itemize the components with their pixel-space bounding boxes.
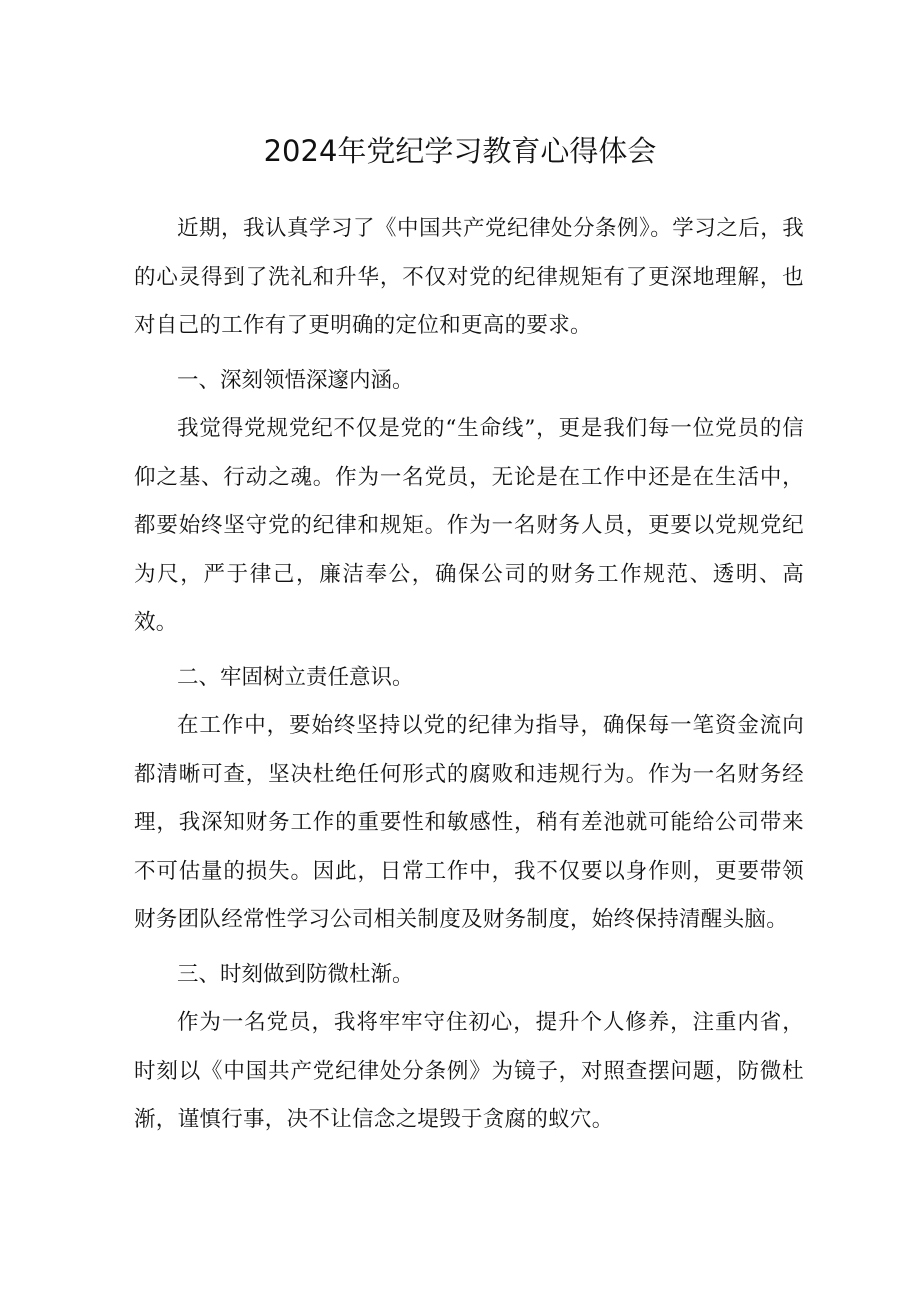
section-1-body: 我觉得党规党纪不仅是党的“生命线”，更是我们每一位党员的信仰之基、行动之魂。作为一名党员，无论是在工作中还是在生活中，都要始终坚守党的纪律和规矩。作为一名财务人员，更要以党规党纪为尺，严于律己，廉洁奉公，确保公司的财务工作规范、透明、高效。	[134, 416, 804, 635]
section-2-heading: 二、牢固树立责任意识。	[177, 664, 414, 690]
document-title: 2024年党纪学习教育心得体会	[263, 134, 657, 169]
section-3-heading: 三、时刻做到防微杜渐。	[177, 961, 414, 987]
section-2-body: 在工作中，要始终坚持以党的纪律为指导，确保每一笔资金流向都清晰可查，坚决杜绝任何形式的腐败和违规行为。作为一名财务经理，我深知财务工作的重要性和敏感性，稍有差池就可能给公司带来不可估量的损失。因此，日常工作中，我不仅要以身作则，更要带领财务团队经常性学习公司相关制度及财务制度，始终保持清醒头脑。	[134, 713, 804, 932]
intro-paragraph: 近期，我认真学习了《中国共产党纪律处分条例》。学习之后，我的心灵得到了洗礼和升华，不仅对党的纪律规矩有了更深地理解，也对自己的工作有了更明确的定位和更高的要求。	[134, 216, 804, 338]
section-3-body: 作为一名党员，我将牢牢守住初心，提升个人修养，注重内省，时刻以《中国共产党纪律处分条例》为镜子，对照查摆问题，防微杜渐，谨慎行事，决不让信念之堤毁于贪腐的蚁穴。	[134, 1010, 804, 1132]
section-1-heading: 一、深刻领悟深邃内涵。	[177, 367, 414, 393]
document-body	[134, 205, 804, 1145]
